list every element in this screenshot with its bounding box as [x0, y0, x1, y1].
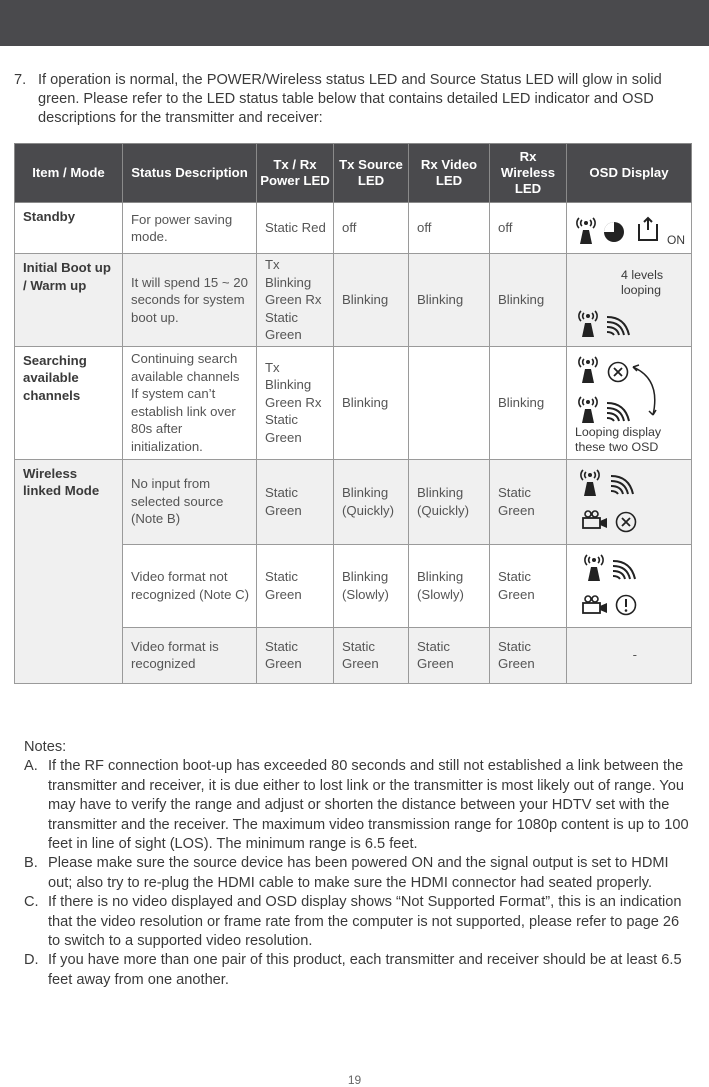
signal-strength-icon — [605, 311, 633, 337]
row-desc: Continuing search available channels If system can’t establish link over 80s after initialization. — [123, 346, 257, 459]
table-header-row — [15, 144, 692, 203]
signal-strength-icon — [609, 470, 637, 496]
row-video: Blinking (Quickly) — [409, 459, 490, 544]
row-wireless: Static Green — [490, 459, 567, 544]
row-wireless: off — [490, 203, 567, 254]
row-osd — [567, 544, 692, 627]
header-power-led: Tx / Rx Power LED — [257, 144, 334, 203]
header-bar — [0, 0, 709, 46]
note-letter: C. — [24, 894, 39, 911]
row-desc: Video format not recognized (Note C) — [123, 544, 257, 627]
notes-title: Notes: — [24, 739, 67, 755]
row-desc: No input from selected source (Note B) — [123, 459, 257, 544]
row-video: Blinking (Slowly) — [409, 544, 490, 627]
osd-looping-label: Looping display these two OSD — [575, 425, 662, 454]
transmitter-tower-icon — [575, 214, 597, 244]
row-item: Wireless linked Mode — [15, 459, 123, 683]
led-status-table — [14, 143, 692, 684]
note-item — [24, 893, 692, 951]
row-osd — [567, 254, 692, 347]
note-item — [24, 854, 692, 893]
header-status-description: Status Description — [123, 144, 257, 203]
table-row — [15, 203, 692, 254]
row-power: Tx Blinking Green Rx Static Green — [257, 254, 334, 347]
note-letter: A. — [24, 758, 38, 775]
note-item — [24, 757, 692, 854]
transmitter-tower-icon — [583, 551, 605, 581]
transmitter-tower-icon — [577, 393, 599, 423]
row-wireless: Blinking — [490, 254, 567, 347]
row-power: Static Green — [257, 459, 334, 544]
intro-text: If operation is normal, the POWER/Wireless status LED and Source Status LED will glow in solid green. Please refer to the LED status table below that contains detailed LED indicator and OSD descriptions for the transmitter and receiver: — [38, 72, 662, 126]
row-source: Static Green — [334, 627, 409, 683]
osd-levels-label: 4 levels looping — [621, 268, 664, 298]
intro-paragraph — [14, 71, 694, 128]
row-wireless: Static Green — [490, 627, 567, 683]
row-desc: Video format is recognized — [123, 627, 257, 683]
notes-section — [24, 738, 692, 990]
table-row — [15, 346, 692, 459]
row-osd — [567, 203, 692, 254]
header-osd-display: OSD Display — [567, 144, 692, 203]
header-wireless-led: Rx Wireless LED — [490, 144, 567, 203]
row-item: Initial Boot up / Warm up — [15, 254, 123, 347]
video-camera-icon — [581, 510, 609, 530]
header-item-mode: Item / Mode — [15, 144, 123, 203]
row-osd: - — [567, 627, 692, 683]
transmitter-tower-icon — [577, 353, 599, 383]
row-source: Blinking — [334, 254, 409, 347]
note-text: Please make sure the source device has been powered ON and the signal output is set to HDMI out; also try to re-plug the HDMI cable to make sure the HDMI connector had seated properly. — [48, 855, 669, 891]
row-osd — [567, 459, 692, 544]
row-source: Blinking — [334, 346, 409, 459]
no-input-x-icon — [615, 511, 637, 533]
transmitter-tower-icon — [577, 307, 599, 337]
osd-on-label: ON — [667, 232, 685, 247]
pie-power-icon — [603, 221, 625, 243]
row-video: Static Green — [409, 627, 490, 683]
row-desc: It will spend 15 ~ 20 seconds for system boot up. — [123, 254, 257, 347]
video-camera-icon — [581, 595, 609, 615]
warning-exclamation-icon — [615, 594, 637, 616]
row-source: Blinking (Quickly) — [334, 459, 409, 544]
note-letter: D. — [24, 952, 39, 969]
row-power: Static Red — [257, 203, 334, 254]
row-power: Static Green — [257, 627, 334, 683]
row-wireless: Blinking — [490, 346, 567, 459]
header-source-led: Tx Source LED — [334, 144, 409, 203]
row-osd — [567, 346, 692, 459]
row-video: Blinking — [409, 254, 490, 347]
table-row — [15, 459, 692, 544]
intro-number: 7. — [14, 72, 27, 88]
row-wireless: Static Green — [490, 544, 567, 627]
row-item: Searching available channels — [15, 346, 123, 459]
table-row — [15, 254, 692, 347]
row-source: Blinking (Slowly) — [334, 544, 409, 627]
row-video: off — [409, 203, 490, 254]
standby-plug-icon — [635, 216, 661, 242]
row-power: Tx Blinking Green Rx Static Green — [257, 346, 334, 459]
signal-strength-icon — [611, 555, 639, 581]
row-item: Standby — [15, 203, 123, 254]
row-desc: For power saving mode. — [123, 203, 257, 254]
transmitter-tower-icon — [579, 466, 601, 496]
note-item — [24, 951, 692, 990]
row-source: off — [334, 203, 409, 254]
no-signal-x-icon — [607, 361, 629, 383]
note-text: If you have more than one pair of this product, each transmitter and receiver should be at least 6.5 feet away from one another. — [48, 952, 682, 988]
signal-strength-icon — [605, 397, 633, 423]
note-letter: B. — [24, 855, 38, 872]
row-power: Static Green — [257, 544, 334, 627]
header-video-led: Rx Video LED — [409, 144, 490, 203]
row-video — [409, 346, 490, 459]
note-text: If the RF connection boot-up has exceeded 80 seconds and still not established a link between the transmitter and receiver, it is due either to lost link or the transmitter is most likely out of range. You may have to verify the range and adjust or shorten the distance between your HDTV set with the transmitter and the receiver. The maximum video transmission range for 1080p content is up to 100 feet in line of sight (LOS). The minimum range is 6.5 feet. — [48, 758, 689, 853]
loop-arrow-icon — [631, 361, 661, 425]
page-number: 19 — [347, 1073, 362, 1087]
note-text: If there is no video displayed and OSD display shows “Not Supported Format”, this is an indication that the video resolution or frame rate from the computer is not supported, please refer to page 26 to switch to a supported video resolution. — [48, 894, 682, 950]
